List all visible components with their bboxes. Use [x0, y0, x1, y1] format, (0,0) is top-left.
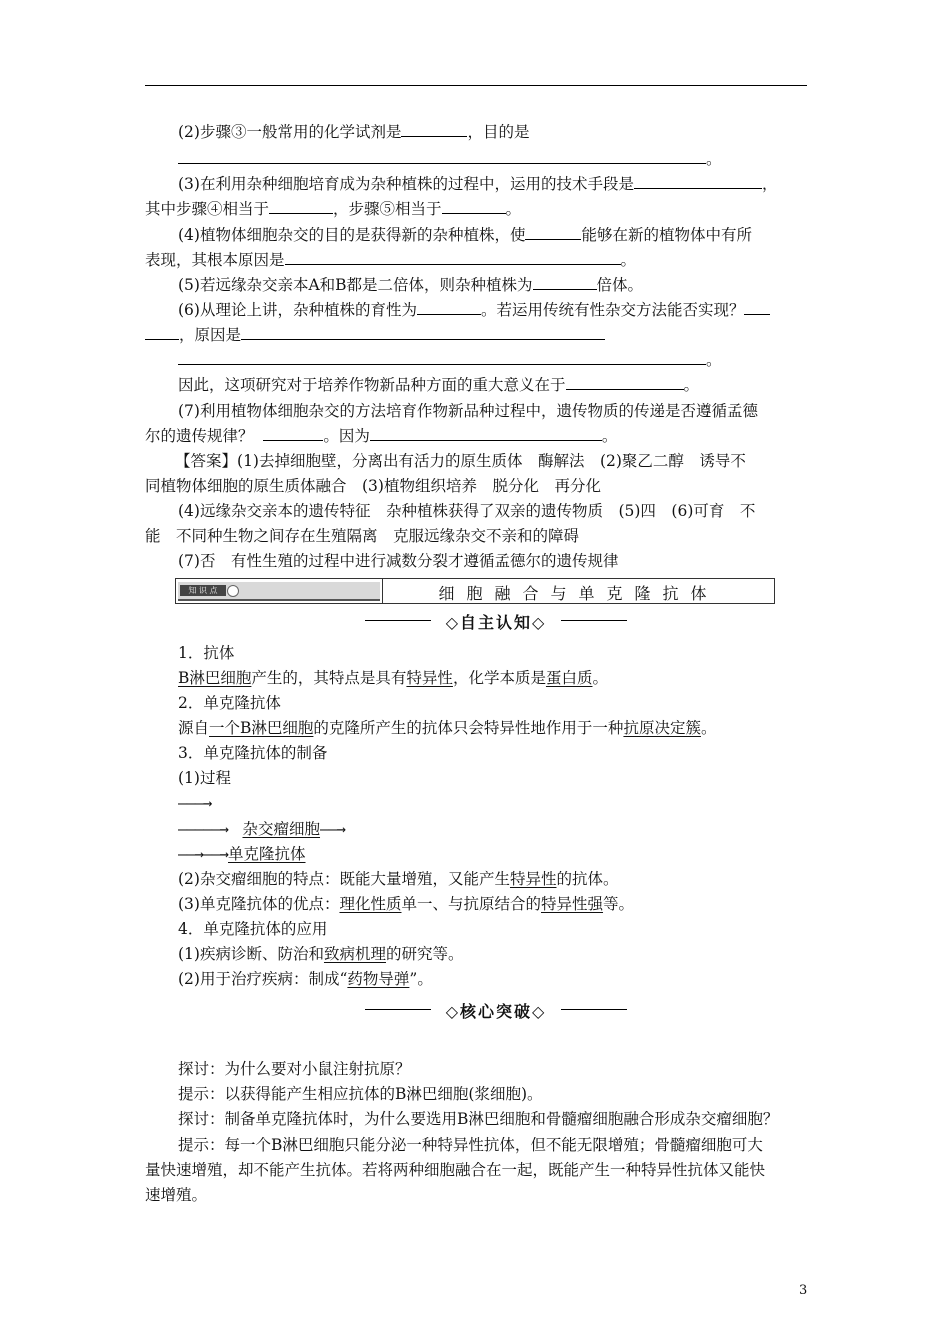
- body-text: 的抗体。: [556, 870, 619, 888]
- body-text: 产生的，其特点是具有: [251, 669, 407, 687]
- punctuation: 。: [601, 427, 618, 445]
- body-text: 。: [700, 719, 717, 737]
- body-text: 提示：以获得能产生相应抗体的B淋巴细胞(浆细胞)。: [178, 1085, 543, 1103]
- question-text: 因此，这项研究对于培养作物新品种方面的重大意义在于: [178, 376, 566, 394]
- body-text: (1)过程: [178, 769, 231, 787]
- answer-blank: [634, 174, 762, 189]
- key-term: 致病机理: [323, 945, 386, 963]
- question-text: ，: [761, 175, 778, 193]
- key-term: 理化性质: [339, 895, 402, 913]
- application-2: [178, 968, 433, 990]
- question-text: ，步骤⑤相当于: [333, 200, 442, 218]
- answer-blank: [178, 149, 706, 164]
- antibody-description: [178, 667, 608, 689]
- question-5: [178, 274, 643, 296]
- key-term: B淋巴细胞: [178, 669, 252, 687]
- heading-rule-right: [561, 1009, 627, 1010]
- knowledge-point-label: 知 识 点: [180, 585, 226, 596]
- question-6-blank-line: [178, 349, 722, 371]
- question-3: [178, 173, 777, 195]
- question-text: (3)在利用杂种细胞培育成为杂种植株的过程中，运用的技术手段是: [178, 175, 634, 193]
- answer-line-5: [178, 550, 618, 572]
- heading-rule-right: [561, 620, 627, 621]
- question-text: 倍体。: [596, 276, 644, 294]
- section-heading-text: ◇核心突破◇: [445, 1002, 547, 1021]
- body-text: 速增殖。: [145, 1186, 208, 1204]
- key-term: 特异性: [509, 870, 557, 888]
- subheading-monoclonal: [178, 692, 281, 714]
- body-text: 量快速增殖，却不能产生抗体。若将两种细胞融合在一起，既能产生一种特异性抗体又能快: [145, 1161, 766, 1179]
- subheading-text: 4．单克隆抗体的应用: [178, 920, 328, 938]
- body-text: (3)单克隆抗体的优点：: [178, 895, 340, 913]
- flow-arrow: ———→: [178, 794, 212, 812]
- process-heading: [178, 767, 231, 789]
- flow-line-1: [178, 792, 211, 814]
- answer-blank: [269, 199, 333, 214]
- heading-rule-left: [365, 1009, 431, 1010]
- body-text: 。: [592, 669, 608, 687]
- answer-blank: [241, 325, 605, 340]
- flow-arrow: ——→: [320, 820, 346, 838]
- question-7-cont: [145, 425, 617, 447]
- body-text: ，化学本质是: [452, 669, 546, 687]
- subheading-antibody: [178, 642, 234, 664]
- hybridoma-features: [178, 868, 619, 890]
- answer-blank: [285, 250, 621, 265]
- hint-2-cont: [145, 1159, 765, 1181]
- question-text: 尔的遗传规律？: [145, 427, 254, 445]
- subheading-applications: [178, 918, 327, 940]
- question-text: (6)从理论上讲，杂种植株的育性为: [178, 301, 417, 319]
- answer-text: (7)否 有性生殖的过程中进行减数分裂才遵循孟德尔的遗传规律: [178, 552, 619, 570]
- knowledge-point-title: 细胞融合与单克隆抗体: [438, 584, 719, 603]
- body-text: ”。: [409, 970, 433, 988]
- monoclonal-description: [178, 717, 716, 739]
- flow-line-2: [178, 818, 345, 840]
- punctuation: 。: [706, 351, 722, 369]
- answer-line-4: [145, 525, 579, 547]
- subheading-text: 1．抗体: [178, 644, 235, 662]
- answer-line-1: [175, 450, 746, 472]
- hint-2-end: [145, 1184, 207, 1206]
- answer-label: 【答案】: [175, 452, 238, 470]
- answer-blank: [145, 325, 179, 340]
- key-term: 特异性: [406, 669, 453, 687]
- knowledge-point-box: [175, 578, 775, 604]
- question-text: (7)利用植物体细胞杂交的方法培育作物新品种过程中，遗传物质的传递是否遵循孟德: [178, 402, 758, 420]
- flow-line-3: [178, 843, 306, 865]
- section-heading-core-breakthrough: [365, 999, 627, 1021]
- question-text: (2)步骤③一般常用的化学试剂是: [178, 123, 402, 141]
- punctuation: 。: [683, 376, 700, 394]
- hint-2: [178, 1134, 763, 1156]
- heading-rule-left: [365, 620, 431, 621]
- subheading-preparation: [178, 742, 327, 764]
- question-2: [178, 121, 529, 143]
- section-heading-self-study: [365, 610, 627, 632]
- question-text: (4)植物体细胞杂交的目的是获得新的杂种植株，使: [178, 226, 526, 244]
- answer-blank: [744, 300, 770, 315]
- answer-blank: [263, 426, 323, 441]
- question-6-significance: [178, 374, 699, 396]
- question-3-cont: [145, 198, 521, 220]
- body-text: 源自: [178, 719, 210, 737]
- answer-blank: [566, 375, 684, 390]
- answer-text: 能 不同种生物之间存在生殖隔离 克服远缘杂交不亲和的障碍: [145, 527, 580, 545]
- question-7: [178, 400, 758, 422]
- answer-line-2: [145, 475, 601, 497]
- punctuation: 。: [706, 150, 722, 168]
- body-text: (1)疾病诊断、防治和: [178, 945, 324, 963]
- question-4: [178, 224, 752, 246]
- answer-text: (1)去掉细胞壁，分离出有活力的原生质体 酶解法 (2)聚乙二醇 诱导不: [237, 452, 746, 470]
- body-text: (2)杂交瘤细胞的特点：既能大量增殖，又能产生: [178, 870, 510, 888]
- flow-arrow: ——→——→: [178, 845, 228, 863]
- body-text: 单一、与抗原结合的: [401, 895, 541, 913]
- question-6: [178, 299, 770, 321]
- punctuation: 。: [620, 251, 637, 269]
- section-heading-text: ◇自主认知◇: [445, 613, 547, 632]
- question-4-cont: [145, 249, 636, 271]
- question-text: 其中步骤④相当于: [145, 200, 270, 218]
- body-text: 的克隆所产生的抗体只会特异性地作用于一种: [313, 719, 624, 737]
- monoclonal-advantages: [178, 893, 634, 915]
- question-text: ，原因是: [179, 326, 242, 344]
- answer-text: (4)远缘杂交亲本的遗传特征 杂种植株获得了双亲的遗传物质 (5)四 (6)可育 不: [178, 502, 756, 520]
- flow-arrow: —————→: [178, 820, 243, 838]
- answer-blank: [533, 275, 597, 290]
- question-text: (5)若远缘杂交亲本A和B都是二倍体，则杂种植株为: [178, 276, 533, 294]
- key-term: 蛋白质: [545, 669, 593, 687]
- answer-blank: [442, 199, 506, 214]
- subheading-text: 3．单克隆抗体的制备: [178, 744, 328, 762]
- answer-text: 同植物体细胞的原生质体融合 (3)植物组织培养 脱分化 再分化: [145, 477, 601, 495]
- body-text: 的研究等。: [385, 945, 464, 963]
- key-term: 单克隆抗体: [228, 845, 306, 863]
- body-text: 探讨：为什么要对小鼠注射抗原？: [178, 1060, 411, 1078]
- punctuation: 。: [505, 200, 522, 218]
- subheading-text: 2．单克隆抗体: [178, 694, 281, 712]
- question-6-cont: [145, 324, 605, 346]
- knowledge-point-tag: [178, 582, 380, 601]
- answer-blank: [178, 350, 706, 365]
- application-1: [178, 943, 464, 965]
- question-text: ，目的是: [467, 123, 530, 141]
- key-term: 杂交瘤细胞: [242, 820, 321, 838]
- answer-blank: [417, 300, 481, 315]
- question-text: 表现，其根本原因是: [145, 251, 285, 269]
- key-term: 特异性强: [541, 895, 604, 913]
- answer-line-3: [178, 500, 755, 522]
- question-text: 能够在新的植物体中有所: [581, 226, 752, 244]
- header-rule: [145, 85, 807, 86]
- question-text: 。若运用传统有性杂交方法能否实现？: [480, 301, 745, 319]
- circle-icon: [227, 585, 239, 597]
- question-text: 。因为: [323, 427, 370, 445]
- key-term: 一个B淋巴细胞: [209, 719, 314, 737]
- body-text: 提示：每一个B淋巴细胞只能分泌一种特异性抗体，但不能无限增殖；骨髓瘤细胞可大: [178, 1136, 763, 1154]
- answer-blank: [401, 122, 467, 137]
- key-term: 抗原决定簇: [623, 719, 701, 737]
- answer-blank: [370, 426, 602, 441]
- discussion-2: [178, 1108, 778, 1130]
- answer-blank: [525, 225, 581, 240]
- question-2-blank-line: [178, 148, 722, 170]
- body-text: 探讨：制备单克隆抗体时，为什么要选用B淋巴细胞和骨髓瘤细胞融合形成杂交瘤细胞？: [178, 1110, 779, 1128]
- body-text: 等。: [603, 895, 635, 913]
- discussion-1: [178, 1058, 411, 1080]
- page-number: 3: [799, 1283, 808, 1298]
- body-text: (2)用于治疗疾病：制成“: [178, 970, 348, 988]
- hint-1: [178, 1083, 543, 1105]
- key-term: 药物导弹: [347, 970, 410, 988]
